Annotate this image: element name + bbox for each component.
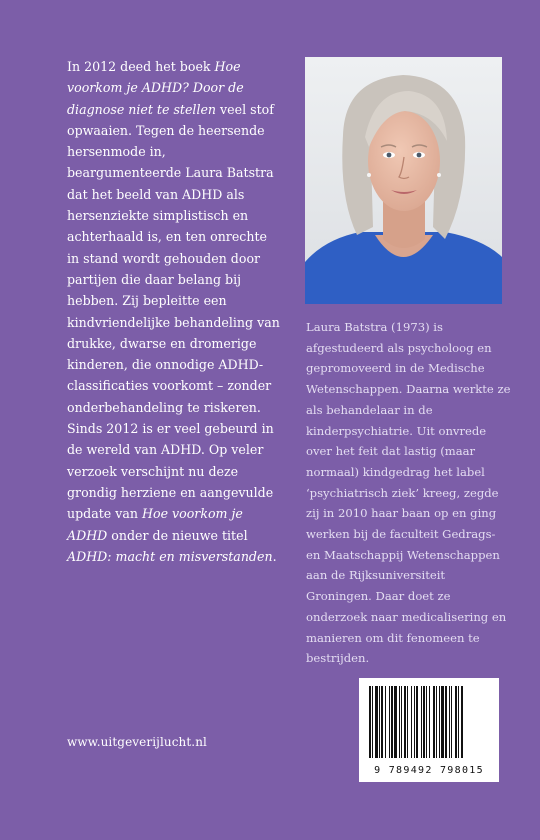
barcode-bar: [421, 686, 422, 758]
barcode-bar: [461, 686, 463, 758]
barcode-bar: [391, 686, 393, 758]
publisher-website[interactable]: www.uitgeverijlucht.nl: [67, 735, 207, 749]
barcode-bar: [426, 686, 427, 758]
blurb-segment: .: [272, 548, 277, 564]
barcode: [359, 678, 499, 782]
isbn-number: 9 789492 798015: [374, 765, 484, 776]
barcode-bar: [439, 686, 440, 758]
barcode-bar: [441, 686, 444, 758]
barcode-bar: [399, 686, 400, 758]
new-title: ADHD: macht en misverstanden: [67, 548, 273, 564]
barcode-bar: [445, 686, 447, 758]
barcode-bar: [381, 686, 383, 758]
barcode-bar: [404, 686, 406, 758]
blurb-segment: veel stof opwaaien. Tegen de heersende hersenmode in, beargumenteerde Laura Batstra dat het beeld van ADHD als hersenziekte simplistisch en achterhaald is, en ten onrechte in stand wordt gehouden door partijen die daar belang bij hebben. Zij bepleitte een kindvriendelijke behandeling van drukke, dwarse en dromerige kinderen, die onnodige ADHD-classificaties voorkomt – zonder onderbehandeling te riskeren. Sinds 2012 is er veel gebeurd in de wereld van ADHD. Op veler verzoek verschijnt nu deze grondig herziene en aangevulde update van: [67, 101, 280, 522]
barcode-bar: [401, 686, 402, 758]
author-bio: [306, 317, 511, 669]
barcode-bar: [449, 686, 450, 758]
barcode-bar: [375, 686, 378, 758]
blurb-text: [67, 56, 282, 567]
barcode-bar: [369, 686, 371, 758]
barcode-bar: [458, 686, 459, 758]
barcode-bar: [372, 686, 373, 758]
blurb-segment: onder de nieuwe titel: [107, 527, 248, 543]
barcode-bar: [423, 686, 425, 758]
barcode-bar: [389, 686, 390, 758]
barcode-bar: [455, 686, 457, 758]
barcode-bar: [436, 686, 437, 758]
barcode-bar: [429, 686, 430, 758]
original-title: Hoe voorkom je ADHD? Door de diagnose niet te stellen: [67, 59, 244, 117]
barcode-bar: [394, 686, 397, 758]
barcode-bar: [414, 686, 415, 758]
barcode-bar: [411, 686, 412, 758]
barcode-bar: [451, 686, 452, 758]
barcode-bars: [368, 686, 490, 758]
barcode-bar: [407, 686, 408, 758]
barcode-bar: [416, 686, 418, 758]
barcode-bar: [379, 686, 380, 758]
barcode-bar: [433, 686, 435, 758]
barcode-bar: [385, 686, 386, 758]
short-title: Hoe voorkom je ADHD: [67, 506, 243, 543]
author-bio-text: Laura Batstra (1973) is afgestudeerd als psycholoog en gepromoveerd in de Medische Wetenschappen. Daarna werkte ze als behandelaar in de kinderpsychiatrie. Uit onvrede over het feit dat lastig (maar normaal) kindgedrag het label ‘psychiatrisch ziek’ kreeg, zegde zij in 2010 haar baan op en ging werken bij de faculteit Gedrags- en Maatschappij Wetenschappen aan de Rijksuniversiteit Groningen. Daar doet ze onderzoek naar medicalisering en manieren om dit fenomeen te bestrijden.: [306, 320, 511, 666]
blurb-segment: In 2012 deed het boek: [67, 59, 215, 74]
author-photo: [305, 57, 502, 304]
